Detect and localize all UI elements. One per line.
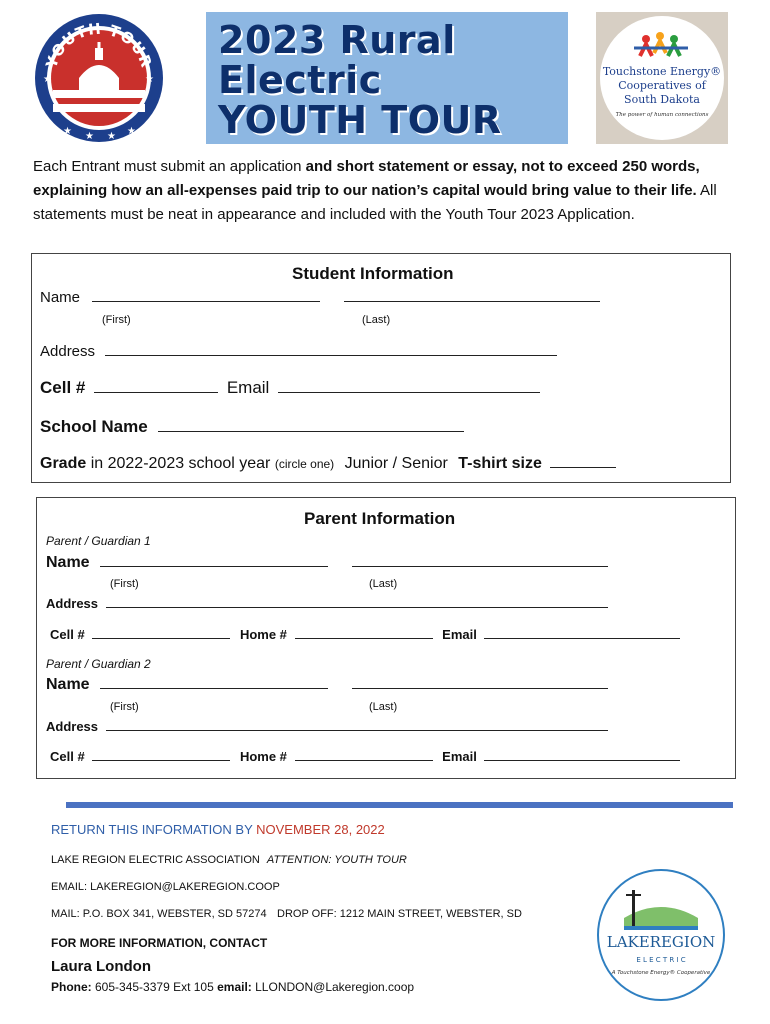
svg-text:★: ★ bbox=[63, 126, 72, 137]
tshirt-size-field[interactable] bbox=[550, 465, 616, 468]
return-date: NOVEMBER 28, 2022 bbox=[256, 822, 385, 837]
student-address-label: Address bbox=[40, 343, 96, 360]
title-line-2: Electric bbox=[218, 58, 382, 102]
guardian-2-address-label: Address bbox=[46, 719, 99, 734]
lake-region-logo-sub: E L E C T R I C bbox=[636, 956, 686, 964]
touchstone-energy-logo bbox=[596, 12, 728, 144]
grade-label: Grade bbox=[40, 455, 87, 472]
svg-text:★: ★ bbox=[107, 131, 116, 142]
guardian-1-cell-field[interactable] bbox=[92, 636, 230, 639]
student-information-box bbox=[31, 253, 731, 483]
footer-mail-address: MAIL: P.O. BOX 341, WEBSTER, SD 57274 bbox=[51, 908, 267, 920]
lake-region-logo-name: LAKEREGION bbox=[606, 933, 716, 951]
touchstone-line-3: South Dakota bbox=[624, 93, 700, 106]
guardian-1-cell-label: Cell # bbox=[50, 627, 85, 642]
footer-dropoff-address: DROP OFF: 1212 MAIN STREET, WEBSTER, SD bbox=[277, 908, 522, 920]
lake-region-logo-tag: A Touchstone Energy® Cooperative bbox=[611, 970, 711, 976]
student-address-field[interactable] bbox=[105, 353, 557, 356]
touchstone-tagline: The power of human connections bbox=[615, 112, 709, 118]
student-section-title: Student Information bbox=[292, 264, 454, 283]
school-name-field[interactable] bbox=[158, 429, 464, 432]
return-text: RETURN THIS INFORMATION BY bbox=[51, 822, 257, 837]
phone-label: Phone: bbox=[51, 980, 92, 994]
youth-tour-seal-logo bbox=[33, 12, 165, 144]
touchstone-line-2: Cooperatives of bbox=[618, 79, 706, 92]
guardian-1-last-name-field[interactable] bbox=[352, 564, 608, 567]
guardian-1-first-name-field[interactable] bbox=[100, 564, 328, 567]
student-first-name-field[interactable] bbox=[92, 299, 320, 302]
lake-region-electric-logo bbox=[596, 868, 726, 1002]
contact-email-label: email: bbox=[217, 980, 252, 994]
svg-text:★: ★ bbox=[127, 126, 136, 137]
guardian-1-name-label: Name bbox=[46, 554, 90, 571]
student-cell-field[interactable] bbox=[94, 390, 218, 393]
student-first-hint: (First) bbox=[102, 314, 131, 326]
tshirt-size-label: T-shirt size bbox=[458, 455, 542, 472]
guardian-2-address-field[interactable] bbox=[106, 728, 608, 731]
guardian-2-home-label: Home # bbox=[239, 749, 287, 764]
circle-one-hint: (circle one) bbox=[274, 457, 335, 471]
grade-options[interactable]: Junior / Senior bbox=[344, 455, 448, 472]
guardian-2-home-field[interactable] bbox=[295, 758, 433, 761]
svg-text:★: ★ bbox=[43, 74, 52, 85]
guardian-2-email-label: Email bbox=[442, 749, 477, 764]
guardian-1-last-hint: (Last) bbox=[369, 578, 398, 590]
guardian-1-email-field[interactable] bbox=[484, 636, 680, 639]
guardian-1-first-hint: (First) bbox=[110, 578, 139, 590]
guardian-2-first-name-field[interactable] bbox=[100, 686, 328, 689]
grade-text: in 2022-2023 school year bbox=[86, 455, 275, 472]
org-line bbox=[51, 854, 407, 866]
intro-paragraph bbox=[33, 155, 733, 227]
guardian-2-cell-field[interactable] bbox=[92, 758, 230, 761]
contact-line bbox=[51, 980, 414, 994]
youth-tour-logo-text: YOUTH TOUR bbox=[42, 19, 156, 71]
guardian-2-email-field[interactable] bbox=[484, 758, 680, 761]
footer-divider bbox=[66, 802, 733, 808]
student-email-field[interactable] bbox=[278, 390, 540, 393]
guardian-1-label: Parent / Guardian 1 bbox=[46, 534, 151, 548]
student-email-label: Email bbox=[226, 378, 270, 397]
guardian-2-cell-label: Cell # bbox=[50, 749, 85, 764]
org-name: LAKE REGION ELECTRIC ASSOCIATION bbox=[51, 854, 260, 866]
title-banner bbox=[206, 12, 568, 144]
intro-text-1: Each Entrant must submit an application bbox=[33, 158, 306, 175]
guardian-1-home-label: Home # bbox=[239, 627, 287, 642]
touchstone-line-1: Touchstone Energy® bbox=[602, 65, 722, 78]
guardian-2-last-name-field[interactable] bbox=[352, 686, 608, 689]
student-last-name-field[interactable] bbox=[344, 299, 600, 302]
guardian-1-address-label: Address bbox=[46, 596, 99, 611]
guardian-2-name-label: Name bbox=[46, 676, 90, 693]
guardian-1-home-field[interactable] bbox=[295, 636, 433, 639]
guardian-2-label: Parent / Guardian 2 bbox=[46, 657, 151, 671]
intro-text-bold: and short statement or essay, not to exceed 250 words, explaining how an all-expenses paid trip to our nation’s capital would bring value to their life. bbox=[33, 158, 700, 199]
guardian-1-address-field[interactable] bbox=[106, 605, 608, 608]
guardian-1-email-label: Email bbox=[442, 627, 477, 642]
attention-text: ATTENTION: YOUTH TOUR bbox=[266, 854, 407, 866]
contact-name: Laura London bbox=[51, 958, 151, 975]
title-line-3: YOUTH TOUR bbox=[218, 98, 502, 142]
parent-information-box bbox=[36, 497, 736, 779]
school-name-label: School Name bbox=[40, 417, 148, 436]
svg-text:★: ★ bbox=[85, 131, 94, 142]
return-by-line bbox=[51, 822, 385, 837]
svg-text:★: ★ bbox=[145, 74, 154, 85]
student-last-hint: (Last) bbox=[362, 314, 391, 326]
footer-email[interactable]: EMAIL: LAKEREGION@LAKEREGION.COOP bbox=[51, 881, 280, 893]
contact-phone[interactable]: 605-345-3379 Ext 105 bbox=[91, 980, 218, 994]
intro-text-2: All statements must be neat in appearance and included with the Youth Tour 2023 Application. bbox=[33, 182, 717, 223]
guardian-2-last-hint: (Last) bbox=[369, 701, 398, 713]
parent-section-title: Parent Information bbox=[304, 509, 456, 528]
contact-email[interactable]: LLONDON@Lakeregion.coop bbox=[251, 980, 415, 994]
more-info-heading: FOR MORE INFORMATION, CONTACT bbox=[51, 936, 268, 950]
student-name-label: Name bbox=[40, 289, 81, 306]
title-line-1: 2023 Rural bbox=[218, 18, 456, 62]
student-cell-label: Cell # bbox=[40, 378, 86, 397]
guardian-2-first-hint: (First) bbox=[110, 701, 139, 713]
